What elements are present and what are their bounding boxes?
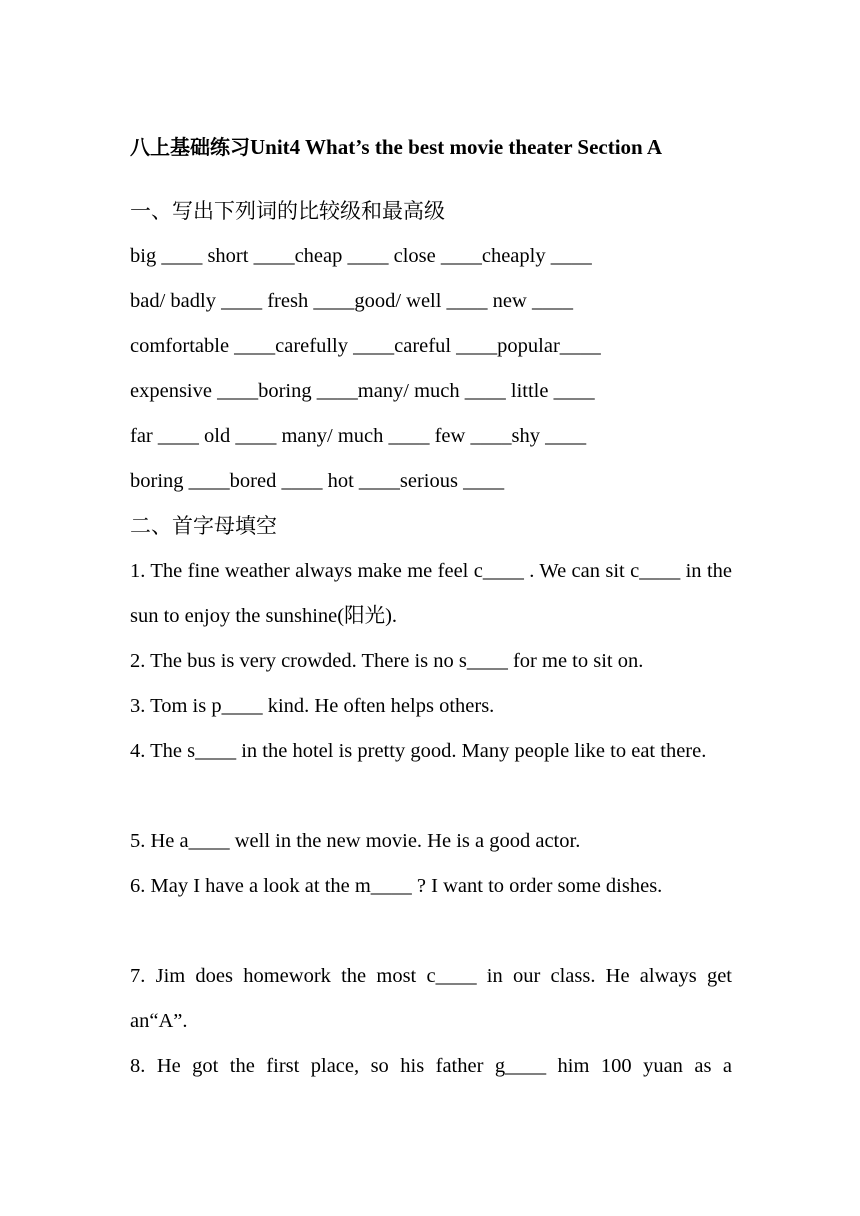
question-5: 5. He a____ well in the new movie. He is a good actor. xyxy=(130,830,581,852)
section1-heading: 一、写出下列词的比较级和最高级 xyxy=(130,199,445,223)
vocab-line-6: boring ____bored ____ hot ____serious ____ xyxy=(130,470,505,492)
vocab-line-2: bad/ badly ____ fresh ____good/ well ____ new ____ xyxy=(130,290,573,312)
vocab-line-4: expensive ____boring ____many/ much ____ little ____ xyxy=(130,380,595,402)
question-6: 6. May I have a look at the m____ ? I want to order some dishes. xyxy=(130,875,663,897)
question-2: 2. The bus is very crowded. There is no s____ for me to sit on. xyxy=(130,650,644,672)
vocab-line-1: big ____ short ____cheap ____ close ____cheaply ____ xyxy=(130,245,592,267)
question-8: 8. He got the first place, so his father g____ him 100 yuan as a xyxy=(130,1055,732,1077)
title-english: Unit4 What’s the best movie theater Section A xyxy=(250,135,662,159)
question-4: 4. The s____ in the hotel is pretty good. Many people like to eat there. xyxy=(130,740,707,762)
page-title xyxy=(130,133,662,161)
question-1: 1. The fine weather always make me feel c____ . We can sit c____ in the sun to enjoy the sunshine(阳光). xyxy=(130,560,732,627)
question-3: 3. Tom is p____ kind. He often helps others. xyxy=(130,695,495,717)
vocab-line-5: far ____ old ____ many/ much ____ few ____shy ____ xyxy=(130,425,587,447)
question-7: 7. Jim does homework the most c____ in our class. He always get an“A”. xyxy=(130,965,732,1032)
section2-heading: 二、首字母填空 xyxy=(130,514,277,538)
title-chinese: 八上基础练习 xyxy=(130,135,250,159)
vocab-line-3: comfortable ____carefully ____careful ____popular____ xyxy=(130,335,601,357)
